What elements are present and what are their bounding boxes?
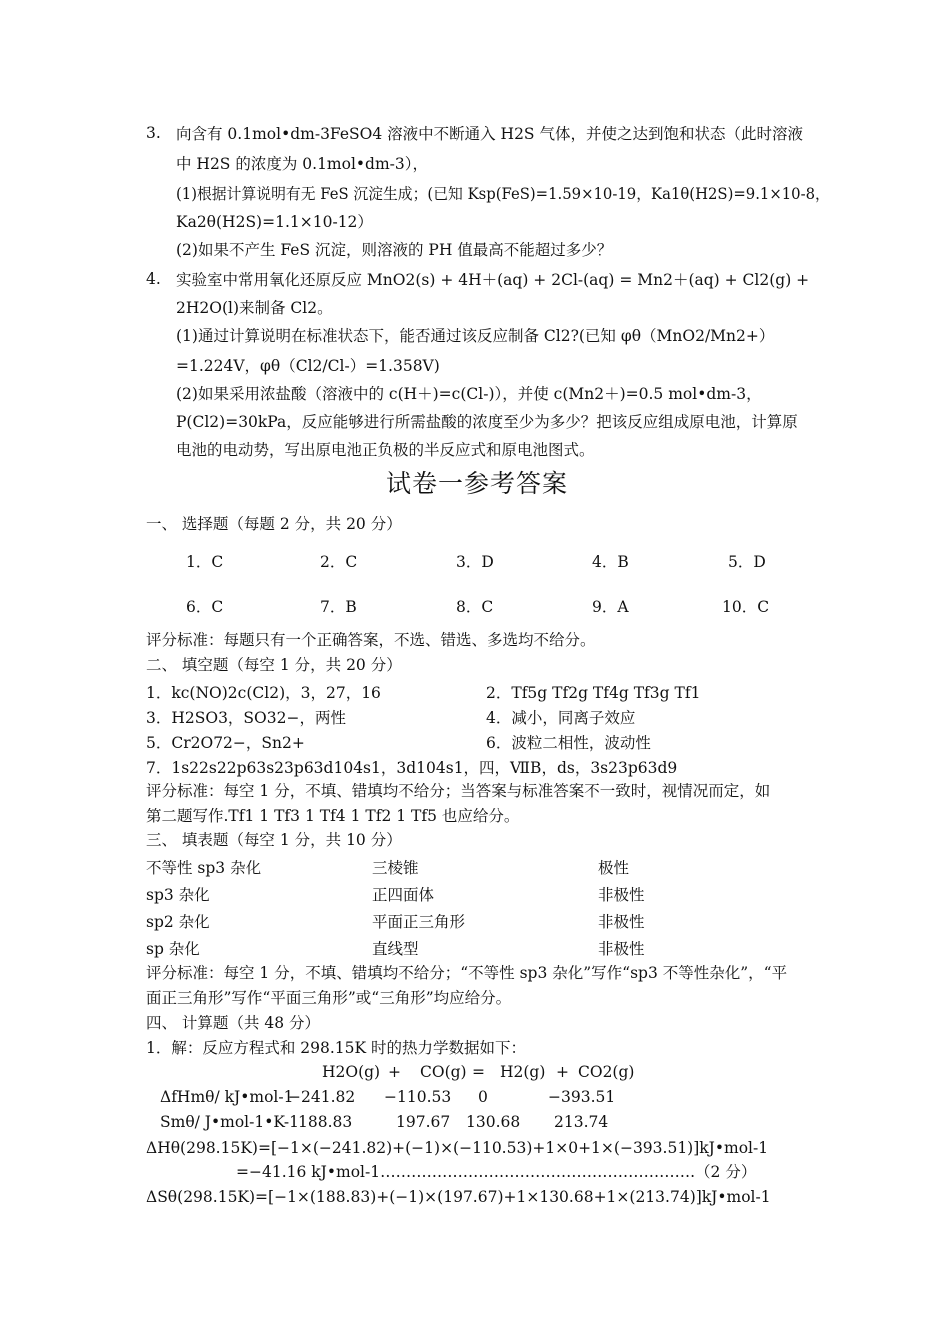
section3-criteria-line2: 面正三角形”写作“平面三角形”或“三角形”均应给分。 bbox=[146, 989, 512, 1007]
equation-op: + bbox=[388, 1063, 401, 1081]
table-cell: 直线型 bbox=[372, 940, 419, 958]
q4-line5: (2)如果采用浓盐酸（溶液中的 c(H＋)=c(Cl-)），并使 c(Mn2＋)=0.5 mol•dm-3， bbox=[176, 385, 762, 403]
table-cell: 正四面体 bbox=[372, 886, 435, 904]
equation-op: + bbox=[556, 1063, 569, 1081]
equation-op: = bbox=[472, 1063, 485, 1081]
table-cell: sp 杂化 bbox=[146, 940, 200, 958]
delta-h-line2: =−41.16 kJ•mol-1…………………………………………………….（2 分） bbox=[236, 1163, 757, 1181]
answer-6: 6．C bbox=[186, 598, 224, 616]
enthalpy-value: 0 bbox=[478, 1088, 488, 1106]
answer-9: 9．A bbox=[592, 598, 629, 616]
delta-h-line1: ΔHθ(298.15K)=[−1×(−241.82)+(−1)×(−110.53)+1×0+1×(−393.51)]kJ•mol-1 bbox=[146, 1139, 769, 1157]
table-cell: sp3 杂化 bbox=[146, 886, 210, 904]
equation-term: CO(g) bbox=[420, 1063, 467, 1081]
answer-title: 试卷一参考答案 bbox=[386, 469, 569, 498]
answer-10: 10．C bbox=[722, 598, 770, 616]
q4-line4: =1.224V，φθ（Cl2/Cl-）=1.358V) bbox=[176, 357, 440, 375]
section1-heading: 一、 选择题（每题 2 分，共 20 分） bbox=[146, 515, 402, 533]
enthalpy-value: −241.82 bbox=[288, 1088, 356, 1106]
entropy-value: 130.68 bbox=[466, 1113, 521, 1131]
fill-answer-1: 1．kc(NO)2c(Cl2)，3，27，16 bbox=[146, 684, 381, 702]
q3-line3: (1)根据计算说明有无 FeS 沉淀生成；(已知 Ksp(FeS)=1.59×10-19，Ka1θ(H2S)=9.1×10-8， bbox=[176, 185, 830, 203]
table-cell: 极性 bbox=[598, 859, 630, 877]
answer-3: 3．D bbox=[456, 553, 494, 571]
equation-term: H2(g) bbox=[500, 1063, 546, 1081]
answer-1: 1．C bbox=[186, 553, 224, 571]
table-cell: 三棱锥 bbox=[372, 859, 419, 877]
q3-number: 3. bbox=[146, 124, 161, 142]
q4-line6: P(Cl2)=30kPa，反应能够进行所需盐酸的浓度至少为多少？把该反应组成原电池，计算原 bbox=[176, 413, 798, 431]
fill-answer-2: 2．Tf5g Tf2g Tf4g Tf3g Tf1 bbox=[486, 684, 701, 702]
table-cell: 非极性 bbox=[598, 940, 645, 958]
fill-answer-4: 4．减小，同离子效应 bbox=[486, 709, 636, 727]
entropy-value: 213.74 bbox=[554, 1113, 609, 1131]
q3-line4: Ka2θ(H2S)=1.1×10-12） bbox=[176, 213, 373, 231]
fill-answer-6: 6．波粒二相性，波动性 bbox=[486, 734, 651, 752]
delta-s-line1: ΔSθ(298.15K)=[−1×(188.83)+(−1)×(197.67)+1×130.68+1×(213.74)]kJ•mol-1 bbox=[146, 1188, 771, 1206]
equation-term: H2O(g) bbox=[322, 1063, 381, 1081]
section2-heading: 二、 填空题（每空 1 分，共 20 分） bbox=[146, 656, 402, 674]
section3-heading: 三、 填表题（每空 1 分，共 10 分） bbox=[146, 831, 402, 849]
entropy-value: 197.67 bbox=[396, 1113, 451, 1131]
table-cell: sp2 杂化 bbox=[146, 913, 210, 931]
answer-4: 4．B bbox=[592, 553, 629, 571]
answer-7: 7．B bbox=[320, 598, 357, 616]
table-cell: 不等性 sp3 杂化 bbox=[146, 859, 262, 877]
fill-answer-7: 7．1s22s22p63s23p63d104s1，3d104s1，四，ⅦB，ds，3s23p63d9 bbox=[146, 759, 678, 777]
fill-answer-3: 3．H2SO3，SO32−，两性 bbox=[146, 709, 346, 727]
enthalpy-value: −393.51 bbox=[548, 1088, 616, 1106]
q3-line5: (2)如果不产生 FeS 沉淀，则溶液的 PH 值最高不能超过多少？ bbox=[176, 241, 613, 259]
enthalpy-label: ΔfHmθ/ kJ•mol-1 bbox=[160, 1088, 294, 1106]
q4-number: 4. bbox=[146, 270, 161, 288]
equation-term: CO2(g) bbox=[578, 1063, 635, 1081]
section4-heading: 四、 计算题（共 48 分） bbox=[146, 1014, 321, 1032]
entropy-label: Smθ/ J•mol-1•K-1 bbox=[160, 1113, 299, 1131]
section2-criteria-line2: 第二题写作.Tf1 1 Tf3 1 Tf4 1 Tf2 1 Tf5 也应给分。 bbox=[146, 807, 520, 825]
q4-line2: 2H2O(l)来制备 Cl2。 bbox=[176, 299, 333, 317]
enthalpy-value: −110.53 bbox=[384, 1088, 452, 1106]
q4-line3: (1)通过计算说明在标准状态下，能否通过该反应制备 Cl2?(已知 φθ（MnO2/Mn2+） bbox=[176, 327, 775, 345]
q4-line7: 电池的电动势，写出原电池正负极的半反应式和原电池图式。 bbox=[176, 441, 595, 459]
q3-line2: 中 H2S 的浓度为 0.1mol•dm-3）， bbox=[176, 155, 429, 173]
section3-criteria-line1: 评分标准：每空 1 分，不填、错填均不给分；“不等性 sp3 杂化”写作“sp3 不等性杂化”，“平 bbox=[146, 964, 788, 982]
table-cell: 非极性 bbox=[598, 886, 645, 904]
answer-5: 5．D bbox=[728, 553, 766, 571]
fill-answer-5: 5．Cr2O72−，Sn2+ bbox=[146, 734, 305, 752]
q3-line1: 向含有 0.1mol•dm-3FeSO4 溶液中不断通入 H2S 气体，并使之达到饱和状态（此时溶液 bbox=[176, 125, 803, 143]
section4-intro: 1．解：反应方程式和 298.15K 时的热力学数据如下： bbox=[146, 1039, 527, 1057]
q4-line1: 实验室中常用氧化还原反应 MnO2(s) + 4H＋(aq) + 2Cl-(aq) = Mn2＋(aq) + Cl2(g) + bbox=[176, 271, 810, 289]
section1-criteria: 评分标准：每题只有一个正确答案，不选、错选、多选均不给分。 bbox=[146, 631, 596, 649]
section2-criteria-line1: 评分标准：每空 1 分，不填、错填均不给分；当答案与标准答案不一致时，视情况而定，如 bbox=[146, 782, 771, 800]
entropy-value: 188.83 bbox=[298, 1113, 353, 1131]
answer-8: 8．C bbox=[456, 598, 494, 616]
table-cell: 平面正三角形 bbox=[372, 913, 466, 931]
table-cell: 非极性 bbox=[598, 913, 645, 931]
answer-2: 2．C bbox=[320, 553, 358, 571]
